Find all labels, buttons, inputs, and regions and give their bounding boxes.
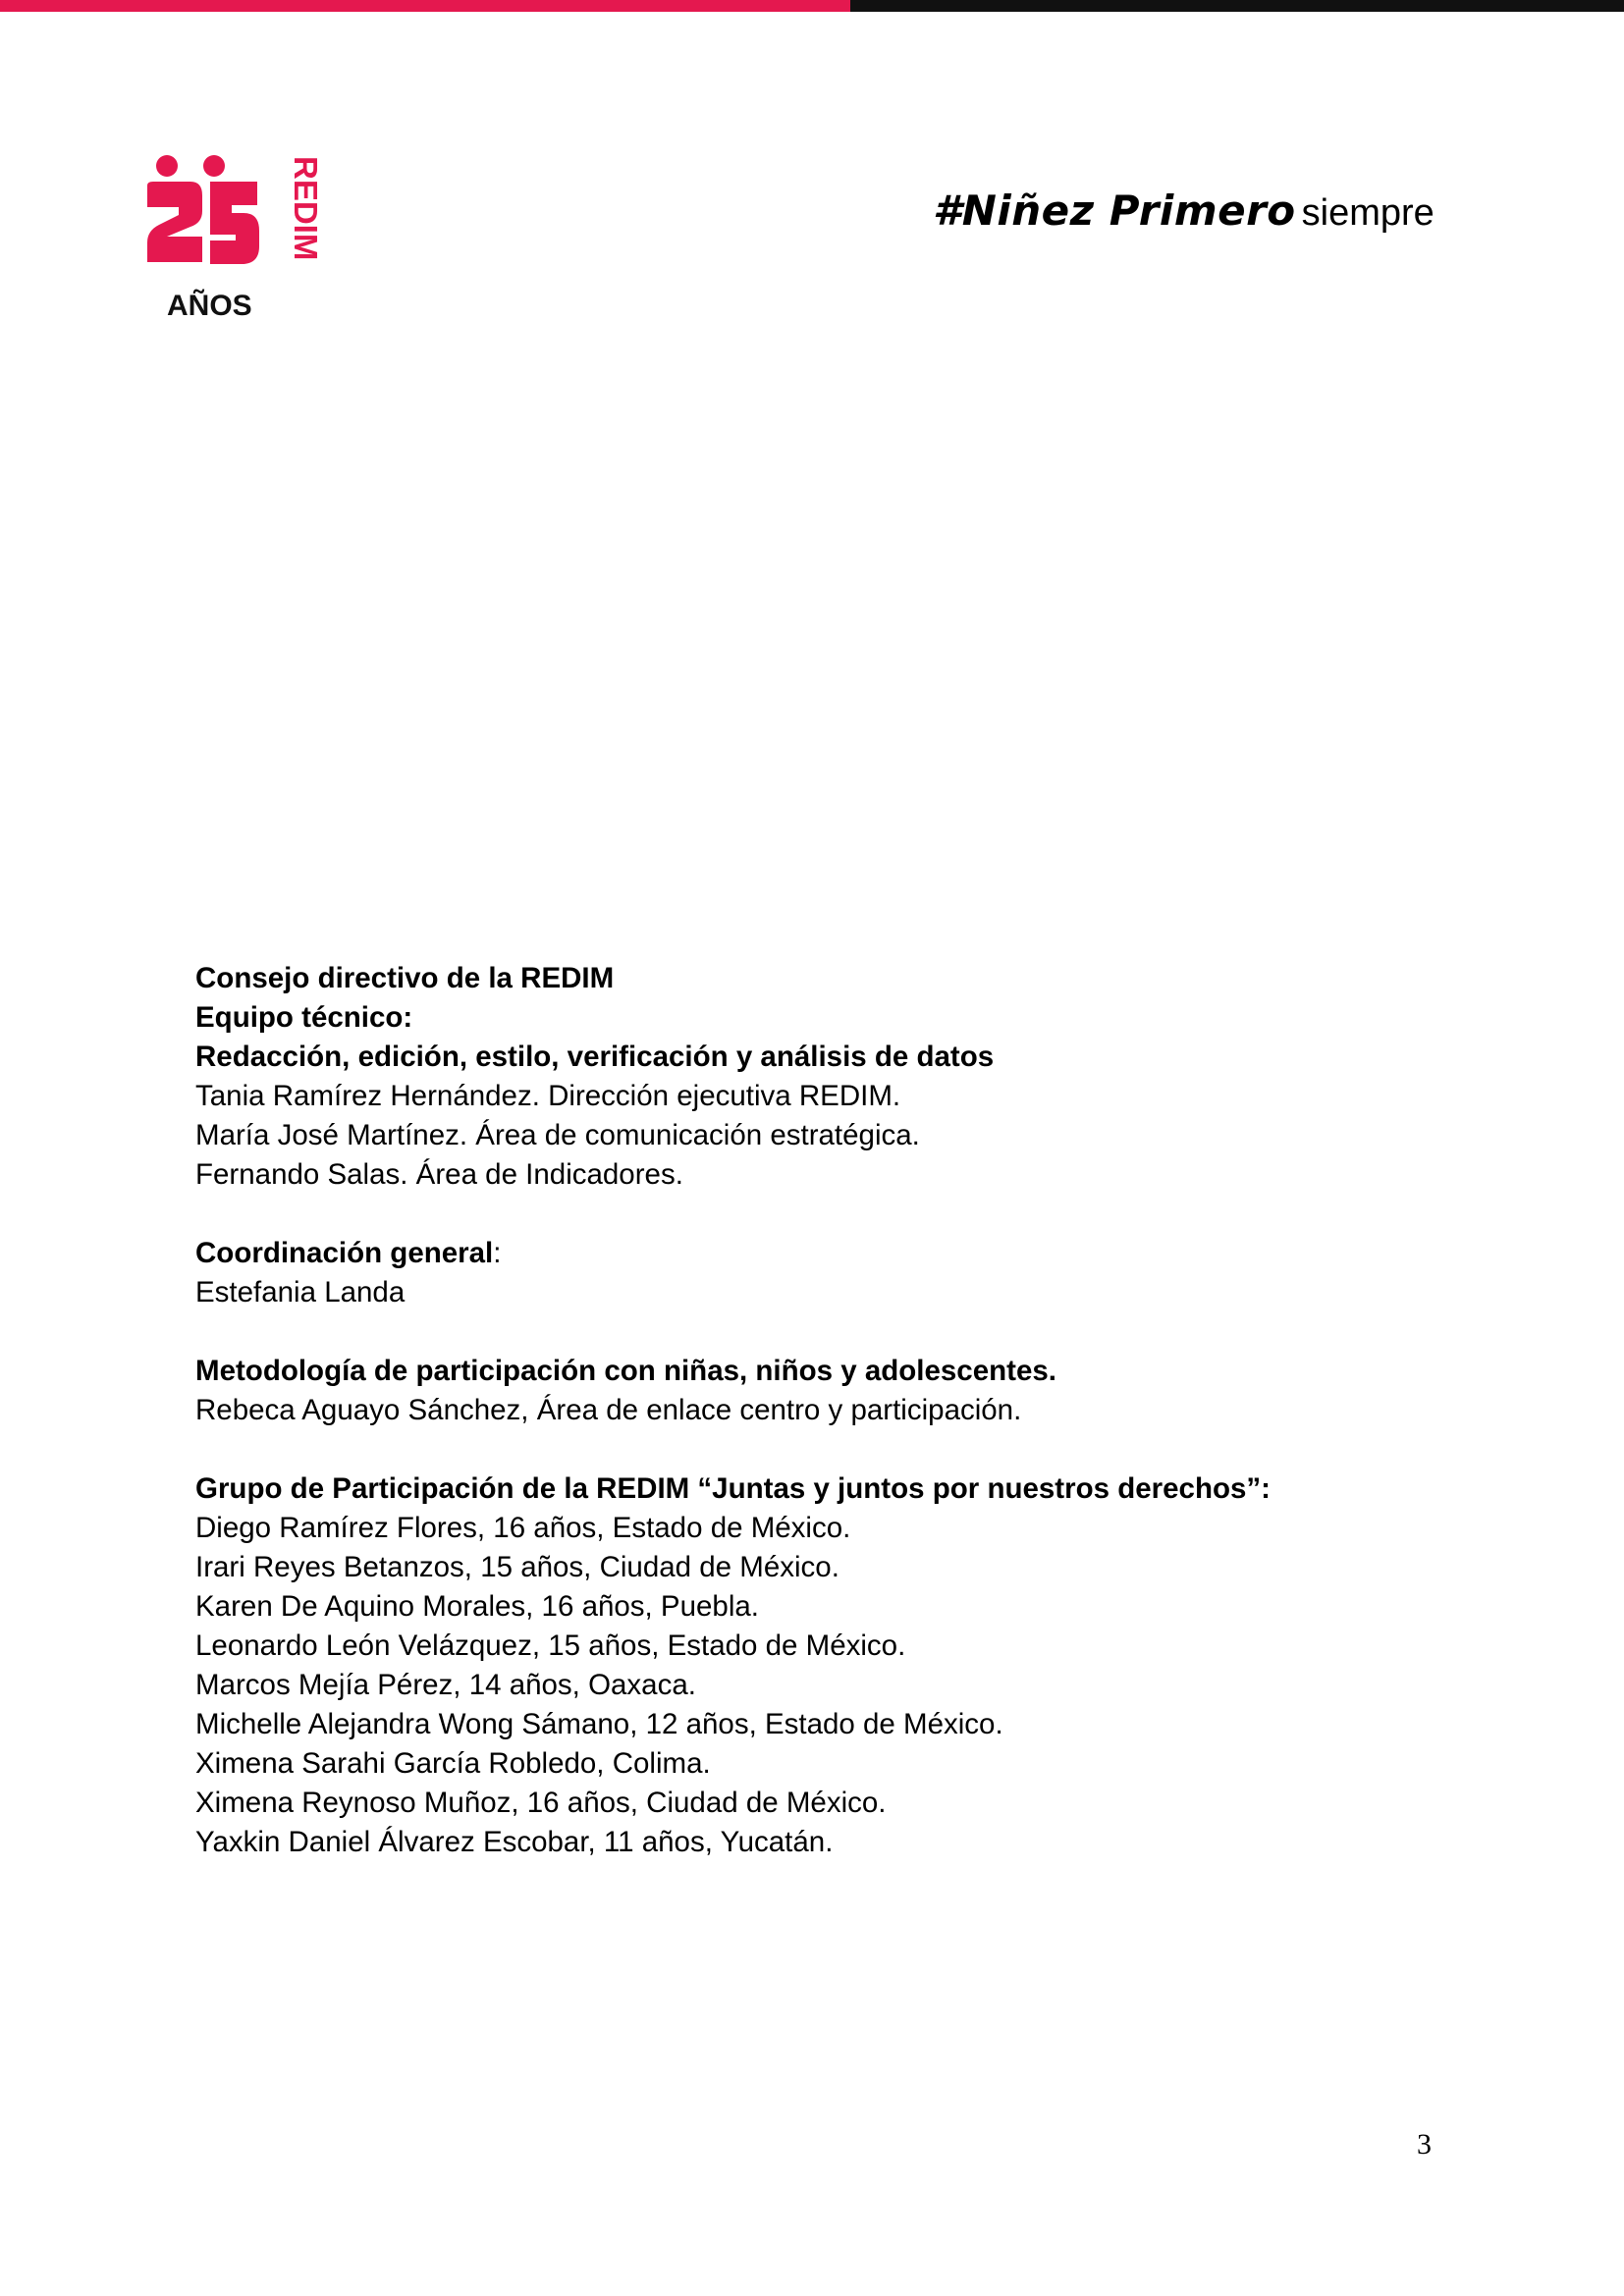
grupo-member: Yaxkin Daniel Álvarez Escobar, 11 años, Yucatán. — [195, 1826, 834, 1858]
top-bar-red-segment — [0, 0, 850, 12]
credit-line: María José Martínez. Área de comunicación estratégica. — [195, 1119, 920, 1151]
coordinacion-colon: : — [493, 1237, 502, 1269]
grupo-member: Ximena Reynoso Muñoz, 16 años, Ciudad de México. — [195, 1787, 887, 1819]
grupo-member: Ximena Sarahi García Robledo, Colima. — [195, 1747, 711, 1780]
grupo-member: Marcos Mejía Pérez, 14 años, Oaxaca. — [195, 1669, 696, 1701]
grupo-member: Diego Ramírez Flores, 16 años, Estado de México. — [195, 1512, 851, 1544]
tagline-suffix: siempre — [1301, 192, 1435, 234]
coordinacion-heading: Coordinación general — [195, 1237, 494, 1269]
logo-subtitle: AÑOS — [167, 290, 252, 322]
spacer — [195, 1312, 1433, 1352]
logo-graphic — [147, 152, 324, 324]
metodologia-person: Rebeca Aguayo Sánchez, Área de enlace centro y participación. — [195, 1394, 1022, 1426]
coordinacion-heading-line — [195, 1234, 1433, 1273]
equipo-heading: Equipo técnico: — [195, 1001, 413, 1034]
redaccion-heading: Redacción, edición, estilo, verificación y análisis de datos — [195, 1041, 995, 1073]
header-tagline — [933, 187, 1435, 235]
credits-block — [195, 959, 1433, 1862]
coordinacion-person: Estefania Landa — [195, 1276, 406, 1308]
page-number: 3 — [1417, 2128, 1432, 2161]
consejo-heading: Consejo directivo de la REDIM — [195, 962, 615, 994]
top-bar-black-segment — [850, 0, 1624, 12]
top-accent-bar — [0, 0, 1624, 12]
grupo-member: Leonardo León Velázquez, 15 años, Estado de México. — [195, 1629, 906, 1662]
spacer — [195, 1195, 1433, 1234]
grupo-member: Irari Reyes Betanzos, 15 años, Ciudad de México. — [195, 1551, 839, 1583]
metodologia-heading: Metodología de participación con niñas, niños y adolescentes. — [195, 1355, 1056, 1387]
spacer — [195, 1430, 1433, 1469]
grupo-member: Michelle Alejandra Wong Sámano, 12 años, Estado de México. — [195, 1708, 1003, 1740]
tagline-hashtag: #Niñez Primero — [933, 187, 1296, 235]
credit-line: Fernando Salas. Área de Indicadores. — [195, 1158, 683, 1191]
grupo-member: Karen De Aquino Morales, 16 años, Puebla. — [195, 1590, 759, 1623]
redim-25-anos-logo — [147, 152, 324, 324]
credit-line: Tania Ramírez Hernández. Dirección ejecutiva REDIM. — [195, 1080, 901, 1112]
grupo-heading: Grupo de Participación de la REDIM “Juntas y juntos por nuestros derechos”: — [195, 1472, 1271, 1505]
logo-wordmark: REDIM — [288, 156, 324, 261]
